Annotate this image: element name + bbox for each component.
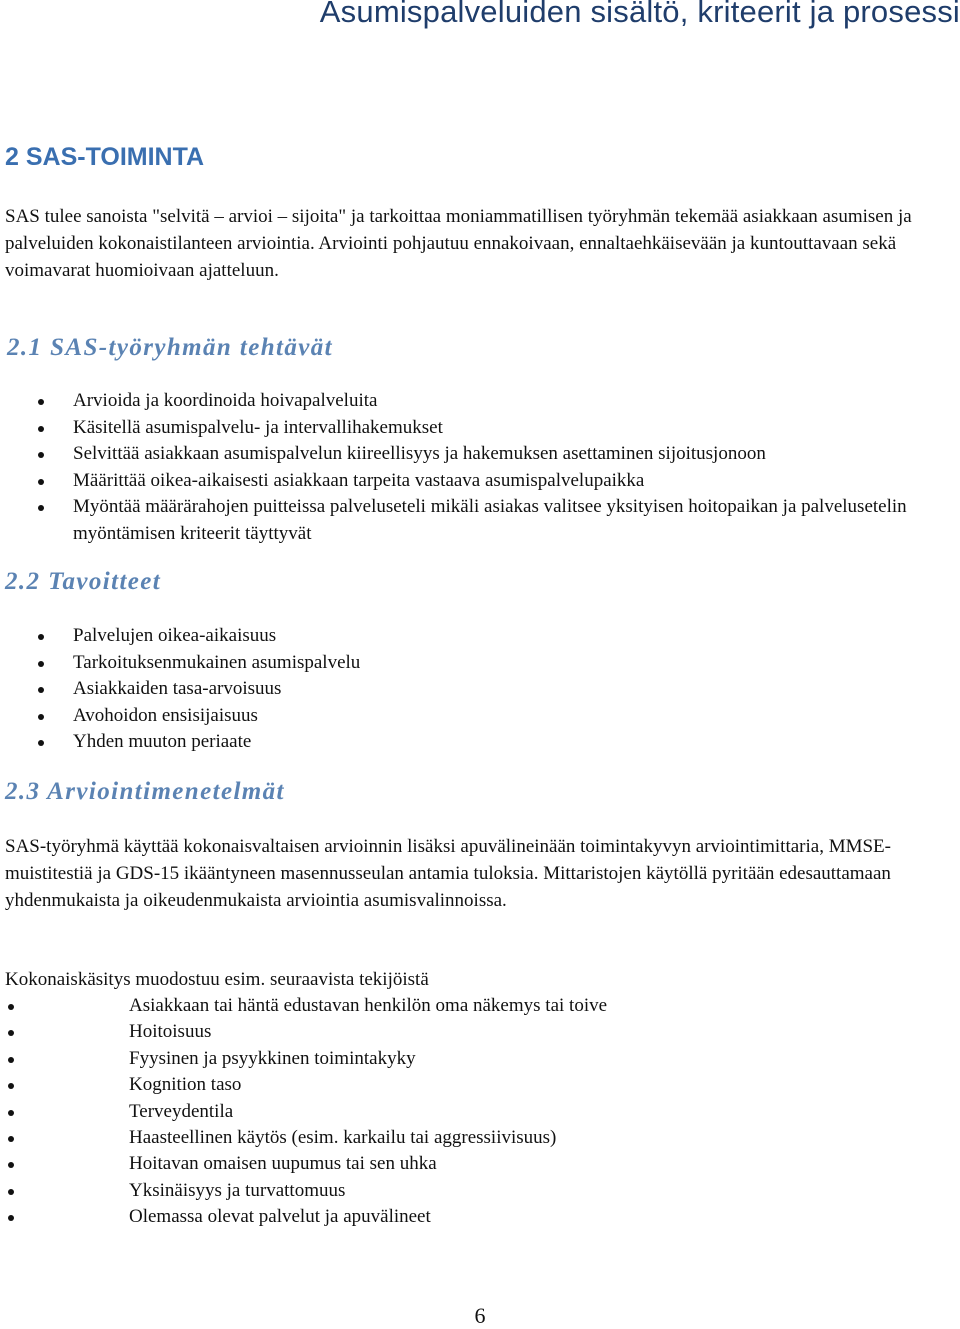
list-item: Fyysinen ja psyykkinen toimintakyky bbox=[129, 1046, 949, 1072]
subsection-heading-tehtavat: 2.1 SAS-työryhmän tehtävät bbox=[7, 334, 334, 361]
subsection-heading-arviointimenetelmat: 2.3 Arviointimenetelmät bbox=[5, 778, 285, 805]
list-item: Palvelujen oikea-aikaisuus bbox=[73, 623, 960, 650]
document-title: Asumispalveluiden sisältö, kriteerit ja prosessi bbox=[319, 0, 960, 29]
list-item: Hoitoisuus bbox=[129, 1019, 949, 1045]
methods-paragraph: SAS-työryhmä käyttää kokonaisvaltaisen arvioinnin lisäksi apuvälineinään toimintakyvyn arviointimittaria, MMSE-muistitestiä ja GDS-15 ikääntyneen masennusseulan antamia tuloksia. Mittaristojen käytöllä pyritään edesauttamaan yhdenmukaista ja oikeudenmukaista arviointia asumisvalinnoissa. bbox=[5, 836, 891, 911]
list-item: Yhden muuton periaate bbox=[73, 729, 960, 756]
factors-intro: Kokonaiskäsitys muodostuu esim. seuraavista tekijöistä bbox=[5, 969, 429, 990]
list-item: Olemassa olevat palvelut ja apuvälineet bbox=[129, 1204, 949, 1230]
list-item: Avohoidon ensisijaisuus bbox=[73, 703, 960, 730]
factors-list bbox=[129, 993, 949, 1231]
list-item: Käsitellä asumispalvelu- ja intervallihakemukset bbox=[73, 415, 960, 442]
list-item: Asiakkaiden tasa-arvoisuus bbox=[73, 676, 960, 703]
list-item: Terveydentila bbox=[129, 1099, 949, 1125]
list-item: Yksinäisyys ja turvattomuus bbox=[129, 1178, 949, 1204]
section-intro-paragraph: SAS tulee sanoista "selvitä – arvioi – sijoita" ja tarkoittaa moniammatillisen työryhmän tekemää asiakkaan asumisen ja palveluiden kokonaistilanteen arviointia. Arviointi pohjautuu ennakoivaan, ennaltaehkäisevään ja kuntouttavaan sekä voimavarat huomioivaan ajatteluun. bbox=[5, 206, 912, 281]
list-item: Arvioida ja koordinoida hoivapalveluita bbox=[73, 388, 960, 415]
tasks-list bbox=[73, 388, 960, 548]
goals-list bbox=[73, 623, 960, 756]
list-item: Myöntää määrärahojen puitteissa palveluseteli mikäli asiakas valitsee yksityisen hoitopaikan ja palvelusetelin myöntämisen kriteerit täyttyvät bbox=[73, 494, 960, 547]
list-item: Määrittää oikea-aikaisesti asiakkaan tarpeita vastaava asumispalvelupaikka bbox=[73, 468, 960, 495]
list-item: Asiakkaan tai häntä edustavan henkilön oma näkemys tai toive bbox=[129, 993, 949, 1019]
subsection-heading-tavoitteet: 2.2 Tavoitteet bbox=[5, 568, 162, 595]
section-heading-sas-toiminta: 2 SAS-TOIMINTA bbox=[5, 143, 205, 171]
list-item: Kognition taso bbox=[129, 1072, 949, 1098]
list-item: Haasteellinen käytös (esim. karkailu tai aggressiivisuus) bbox=[129, 1125, 949, 1151]
page-number: 6 bbox=[474, 1303, 486, 1328]
list-item: Selvittää asiakkaan asumispalvelun kiireellisyys ja hakemuksen asettaminen sijoitusjonoon bbox=[73, 441, 960, 468]
list-item: Hoitavan omaisen uupumus tai sen uhka bbox=[129, 1151, 949, 1177]
list-item: Tarkoituksenmukainen asumispalvelu bbox=[73, 650, 960, 677]
